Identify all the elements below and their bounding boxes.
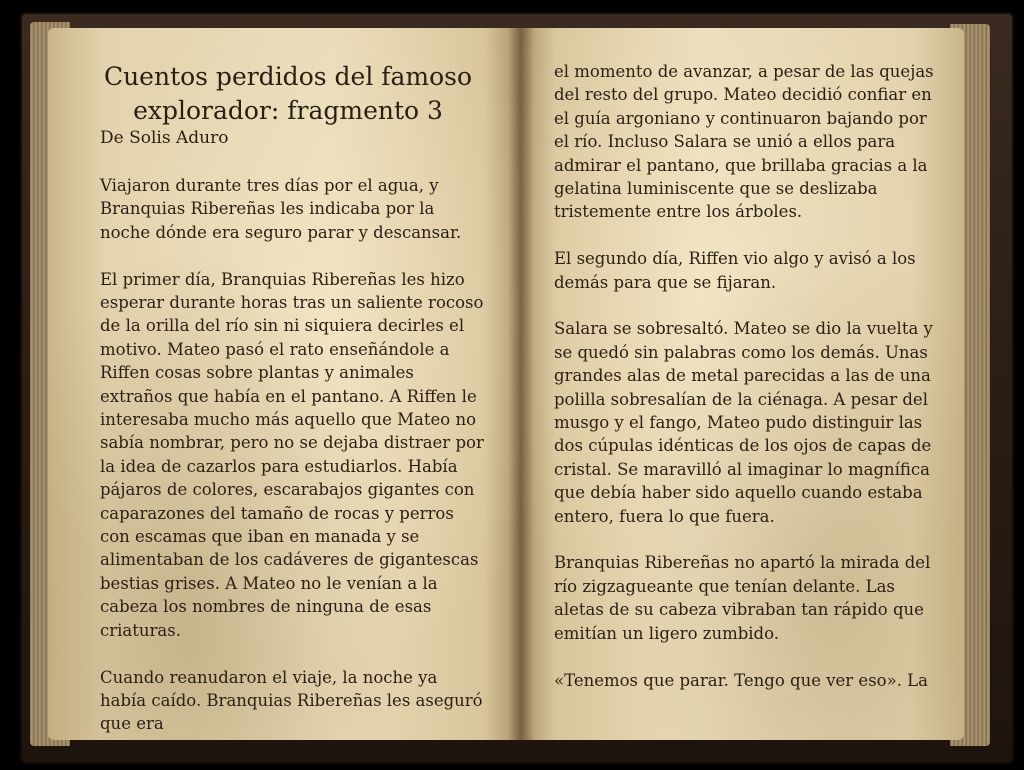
right-page-text: [554, 60, 940, 692]
book-title: Cuentos perdidos del famoso explorador: fragmento 3: [103, 62, 473, 125]
book-author: De Solis Aduro: [100, 128, 229, 148]
paragraph: el momento de avanzar, a pesar de las quejas del resto del grupo. Mateo decidió confiar en el guía argoniano y continuaron bajando por el río. Incluso Salara se unió a ellos para admirar el pantano, que brillaba gracias a la gelatina luminiscente que se deslizaba tristemente entre los árboles.: [554, 62, 934, 222]
paragraph: Salara se sobresaltó. Mateo se dio la vuelta y se quedó sin palabras como los demás. Unas grandes alas de metal parecidas a las de una polilla sobresalían de la ciénaga. A pesar del musgo y el fango, Mateo pudo distinguir las dos cúpulas idénticas de los ojos de capas de cristal. Se maravilló al imaginar lo magnífica que debía haber sido aquello cuando estaba entero, fuera lo que fuera.: [554, 319, 933, 526]
paragraph: Viajaron durante tres días por el agua, y Branquias Ribereñas les indicaba por la noche dónde era seguro parar y descansar.: [100, 176, 462, 242]
right-page[interactable]: [520, 28, 964, 740]
paragraph: «Tenemos que parar. Tengo que ver eso». La: [554, 670, 928, 690]
left-page[interactable]: [48, 28, 522, 740]
paragraph: Cuando reanudaron el viaje, la noche ya había caído. Branquias Ribereñas les aseguró que era: [100, 667, 483, 734]
left-page-text: [100, 174, 486, 736]
paragraph: Branquias Ribereñas no apartó la mirada del río zigzagueante que tenían delante. Las aletas de su cabeza vibraban tan rápido que emitían un ligero zumbido.: [554, 553, 931, 643]
paragraph: El primer día, Branquias Ribereñas les hizo esperar durante horas tras un saliente rocoso de la orilla del río sin ni siquiera decirles el motivo. Mateo pasó el rato enseñándole a Riffen cosas sobre plantas y animales extraños que había en el pantano. A Riffen le interesaba mucho más aquello que Mateo no sabía nombrar, pero no se dejaba distraer por la idea de cazarlos para estudiarlos. Había pájaros de colores, escarabajos gigantes con caparazones del tamaño de rocas y perros con escamas que iban en manada y se alimentaban de los cadáveres de gigantescas bestias grises. A Mateo no le venían a la cabeza los nombres de ninguna de esas criaturas.: [100, 269, 484, 640]
paragraph: El segundo día, Riffen vio algo y avisó a los demás para que se fijaran.: [554, 249, 916, 292]
